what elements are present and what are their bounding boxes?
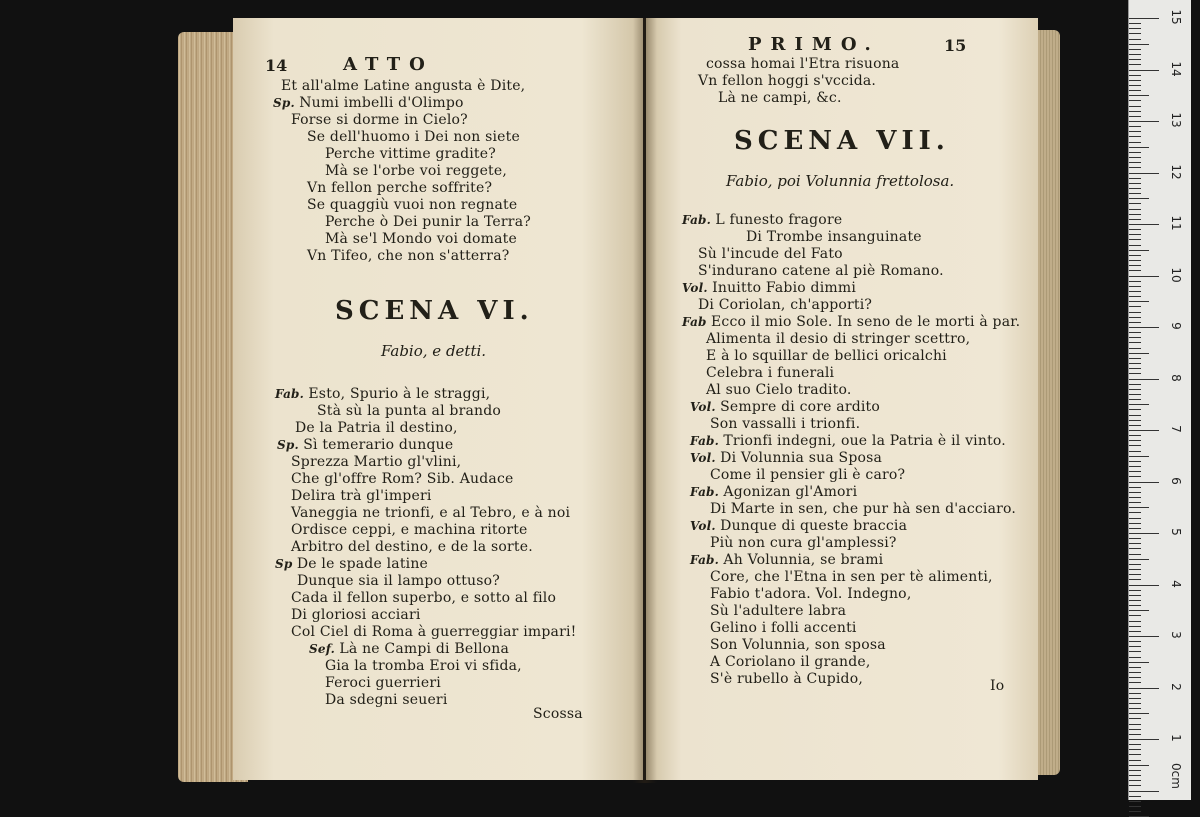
ruler-tick (1129, 523, 1141, 524)
ruler-tick (1129, 276, 1159, 277)
ruler-tick (1129, 116, 1141, 117)
ruler-number: 7 (1169, 425, 1183, 433)
speaker-label: Fab (682, 315, 712, 329)
verse-line: Dunque sia il lampo ottuso? (297, 573, 500, 589)
ruler-tick (1129, 487, 1141, 488)
ruler-tick (1129, 203, 1141, 204)
ruler-tick (1129, 533, 1159, 534)
verse-line: Là ne campi, &c. (718, 90, 842, 106)
verse-line: Di Coriolan, ch'apporti? (698, 297, 873, 313)
ruler-tick (1129, 693, 1141, 694)
book-gutter (633, 18, 657, 783)
verse-line: E à lo squillar de bellici oricalchi (706, 348, 947, 364)
ruler-tick (1129, 131, 1141, 132)
ruler-tick (1129, 420, 1141, 421)
verse-line: Più non cura gl'amplessi? (710, 535, 897, 551)
ruler-number: 12 (1169, 163, 1183, 180)
ruler-tick (1129, 461, 1141, 462)
ruler-tick (1129, 409, 1141, 410)
verse-line: A Coriolano il grande, (710, 654, 871, 670)
ruler-tick (1129, 136, 1141, 137)
ruler-tick (1129, 775, 1141, 776)
ruler-tick (1129, 492, 1141, 493)
ruler-tick (1129, 358, 1141, 359)
ruler-number: 8 (1169, 373, 1183, 382)
ruler-tick (1129, 739, 1159, 740)
ruler-tick (1129, 466, 1141, 467)
scene-title: SCENA VI. (335, 296, 534, 326)
verse-line: Core, che l'Etna in sen per tè alimenti, (710, 569, 993, 585)
ruler-tick (1129, 332, 1141, 333)
ruler-tick (1129, 605, 1141, 606)
ruler-tick (1129, 348, 1141, 349)
verse-line: Vn fellon perche soffrite? (307, 180, 493, 196)
ruler-tick (1129, 265, 1141, 266)
verse-line: Sprezza Martio gl'vlini, (291, 454, 462, 470)
verse-line: Son vassalli i trionfi. (710, 416, 861, 432)
ruler-tick (1129, 28, 1141, 29)
speaker-label: Fab. (690, 434, 724, 448)
ruler-number: 1 (1169, 734, 1183, 742)
verse-line: Vol. Sempre di core ardito (690, 399, 881, 415)
verse-line: Mà se l'orbe voi reggete, (325, 163, 508, 179)
ruler-tick (1129, 363, 1141, 364)
running-header: ATTO (343, 54, 434, 75)
page-edges-right (1036, 30, 1060, 775)
ruler-tick (1129, 554, 1141, 555)
ruler-tick (1129, 754, 1141, 755)
ruler-tick (1129, 193, 1141, 194)
verse-line: Vol. Dunque di queste braccia (690, 518, 908, 534)
ruler-number: 3 (1169, 631, 1183, 639)
ruler-number: 14 (1169, 60, 1183, 77)
ruler-tick (1129, 564, 1141, 565)
ruler-tick (1129, 646, 1141, 647)
open-book (178, 18, 1063, 783)
ruler-tick (1129, 173, 1159, 174)
verse-line: Perche vittime gradite? (325, 146, 496, 162)
ruler-tick (1129, 631, 1141, 632)
ruler-tick (1129, 342, 1141, 343)
ruler-tick (1129, 111, 1141, 112)
ruler-tick (1129, 90, 1141, 91)
ruler-tick (1129, 425, 1141, 426)
ruler-tick (1129, 373, 1141, 374)
ruler-tick (1129, 250, 1149, 251)
verse-line: Fab. L funesto fragore (682, 212, 843, 228)
ruler-tick (1129, 126, 1141, 127)
ruler-number: 9 (1169, 322, 1183, 330)
ruler-tick (1129, 610, 1149, 611)
ruler-tick (1129, 224, 1159, 225)
ruler-tick (1129, 791, 1159, 792)
ruler-tick (1129, 482, 1159, 483)
ruler-tick (1129, 708, 1141, 709)
ruler-tick (1129, 569, 1141, 570)
verse-line: Vol. Di Volunnia sua Sposa (690, 450, 883, 466)
verse-line: Mà se'l Mondo voi domate (325, 231, 517, 247)
ruler-tick (1129, 23, 1141, 24)
ruler-tick (1129, 234, 1141, 235)
verse-line: Vol. Inuitto Fabio dimmi (682, 280, 857, 296)
ruler-tick (1129, 713, 1149, 714)
ruler-tick (1129, 291, 1141, 292)
verse-line: Fab. Esto, Spurio à le straggi, (275, 386, 491, 402)
page-number: 15 (944, 36, 967, 55)
speaker-label: Sp. (273, 96, 300, 110)
ruler-tick (1129, 44, 1149, 45)
ruler-tick (1129, 626, 1141, 627)
speaker-label: Fab. (275, 387, 309, 401)
ruler-tick (1129, 662, 1149, 663)
verse-line: Che gl'offre Rom? Sib. Audace (291, 471, 514, 487)
ruler-tick (1129, 811, 1141, 812)
verse-line: Da sdegni seueri (325, 692, 448, 708)
ruler-tick (1129, 70, 1159, 71)
ruler-tick (1129, 317, 1141, 318)
verse-line: Delira trà gl'imperi (291, 488, 432, 504)
ruler-tick (1129, 384, 1141, 385)
verse-line: Feroci guerrieri (325, 675, 441, 691)
verse-line: Celebra i funerali (706, 365, 835, 381)
ruler-tick (1129, 80, 1141, 81)
ruler-tick (1129, 636, 1159, 637)
ruler-tick (1129, 147, 1149, 148)
verse-line: De la Patria il destino, (295, 420, 458, 436)
ruler-tick (1129, 106, 1141, 107)
ruler-number: 0cm (1169, 762, 1183, 789)
verse-line: Gia la tromba Eroi vi sfida, (325, 658, 522, 674)
ruler-number: 4 (1169, 579, 1183, 588)
ruler-tick (1129, 214, 1141, 215)
ruler-tick (1129, 744, 1141, 745)
verse-line: Se dell'huomo i Dei non siete (307, 129, 520, 145)
ruler-tick (1129, 198, 1149, 199)
speaker-label: Sp (275, 557, 297, 571)
ruler-tick (1129, 296, 1141, 297)
verse-line: Di Marte in sen, che pur hà sen d'acciaro. (710, 501, 1017, 517)
ruler-tick (1129, 337, 1141, 338)
ruler-tick (1129, 353, 1149, 354)
verse-line: Sp. Numi imbelli d'Olimpo (273, 95, 464, 111)
verse-line: S'è rubello à Cupido, (710, 671, 863, 687)
ruler-tick (1129, 245, 1141, 246)
ruler-tick (1129, 301, 1149, 302)
ruler-tick (1129, 54, 1141, 55)
scene-subtitle: Fabio, e detti. (381, 342, 487, 360)
verse-line: Fabio t'adora. Vol. Indegno, (710, 586, 912, 602)
verse-line: Perche ò Dei punir la Terra? (325, 214, 531, 230)
ruler-tick (1129, 507, 1149, 508)
ruler-tick (1129, 497, 1141, 498)
measuring-ruler (1128, 0, 1191, 800)
ruler-tick (1129, 100, 1141, 101)
ruler-tick (1129, 260, 1141, 261)
ruler-number: 6 (1169, 476, 1183, 485)
ruler-tick (1129, 312, 1141, 313)
verse-line: Vn Tifeo, che non s'atterra? (307, 248, 510, 264)
ruler-tick (1129, 559, 1149, 560)
verse-line: S'indurano catene al piè Romano. (698, 263, 944, 279)
ruler-tick (1129, 703, 1141, 704)
verse-line: Sp De le spade latine (275, 556, 429, 572)
verse-line: Gelino i folli accenti (710, 620, 857, 636)
ruler-tick (1129, 538, 1141, 539)
ruler-tick (1129, 121, 1159, 122)
ruler-tick (1129, 39, 1141, 40)
ruler-tick (1129, 286, 1141, 287)
ruler-number: 13 (1169, 112, 1183, 128)
ruler-tick (1129, 229, 1141, 230)
ruler-tick (1129, 471, 1141, 472)
ruler-tick (1129, 806, 1141, 807)
ruler-tick (1129, 322, 1141, 323)
ruler-tick (1129, 585, 1159, 586)
verse-line: Sù l'adultere labra (710, 603, 847, 619)
ruler-tick (1129, 64, 1141, 65)
speaker-label: Sp. (277, 438, 304, 452)
ruler-tick (1129, 615, 1141, 616)
ruler-tick (1129, 399, 1141, 400)
ruler-tick (1129, 724, 1141, 725)
verse-line: Di gloriosi acciari (291, 607, 421, 623)
verse-line: Fab. Trionfi indegni, oue la Patria è il vinto. (690, 433, 1006, 449)
verse-line: Fab. Ah Volunnia, se brami (690, 552, 884, 568)
ruler-tick (1129, 600, 1141, 601)
ruler-tick (1129, 394, 1141, 395)
ruler-tick (1129, 49, 1141, 50)
verse-line: Al suo Cielo tradito. (706, 382, 852, 398)
ruler-tick (1129, 327, 1159, 328)
verse-line: Vaneggia ne trionfi, e al Tebro, e à noi (291, 505, 571, 521)
ruler-tick (1129, 183, 1141, 184)
speaker-label: Vol. (690, 451, 721, 465)
ruler-tick (1129, 734, 1141, 735)
catchword: Io (990, 678, 1005, 694)
ruler-tick (1129, 765, 1149, 766)
ruler-tick (1129, 456, 1149, 457)
ruler-tick (1129, 770, 1141, 771)
ruler-tick (1129, 281, 1141, 282)
right-page (646, 18, 1038, 780)
ruler-tick (1129, 59, 1141, 60)
ruler-tick (1129, 595, 1141, 596)
verse-line: Come il pensier gli è caro? (710, 467, 906, 483)
verse-line: Se quaggiù vuoi non regnate (307, 197, 518, 213)
ruler-tick (1129, 75, 1141, 76)
ruler-number: 15 (1169, 9, 1183, 25)
ruler-tick (1129, 368, 1141, 369)
ruler-tick (1129, 667, 1141, 668)
ruler-tick (1129, 621, 1141, 622)
speaker-label: Vol. (690, 519, 721, 533)
verse-line: Col Ciel di Roma à guerreggiar impari! (291, 624, 577, 640)
verse-line: Forse si dorme in Cielo? (291, 112, 468, 128)
ruler-tick (1129, 760, 1141, 761)
verse-line: Cada il fellon superbo, e sotto al filo (291, 590, 557, 606)
speaker-label: Fab. (690, 553, 724, 567)
scene-title: SCENA VII. (734, 126, 950, 156)
ruler-tick (1129, 548, 1141, 549)
ruler-tick (1129, 162, 1141, 163)
ruler-tick (1129, 270, 1141, 271)
ruler-tick (1129, 389, 1141, 390)
ruler-number: 10 (1169, 266, 1183, 283)
speaker-label: Sef. (309, 642, 340, 656)
ruler-tick (1129, 157, 1141, 158)
verse-line: Ordisce ceppi, e machina ritorte (291, 522, 528, 538)
ruler-tick (1129, 796, 1141, 797)
ruler-tick (1129, 306, 1141, 307)
verse-line: Vn fellon hoggi s'vccida. (698, 73, 877, 89)
ruler-tick (1129, 404, 1149, 405)
ruler-tick (1129, 641, 1141, 642)
ruler-tick (1129, 677, 1141, 678)
catchword: Scossa (533, 706, 583, 722)
speaker-label: Vol. (690, 400, 721, 414)
ruler-tick (1129, 188, 1141, 189)
verse-line: Son Volunnia, son sposa (710, 637, 886, 653)
ruler-tick (1129, 502, 1141, 503)
ruler-tick (1129, 209, 1141, 210)
verse-line: Sef. Là ne Campi di Bellona (309, 641, 510, 657)
ruler-tick (1129, 95, 1149, 96)
ruler-tick (1129, 18, 1159, 19)
ruler-tick (1129, 415, 1141, 416)
ruler-tick (1129, 688, 1159, 689)
ruler-number: 11 (1169, 215, 1183, 231)
ruler-tick (1129, 590, 1141, 591)
verse-line: Sù l'incude del Fato (698, 246, 843, 262)
speaker-label: Vol. (682, 281, 713, 295)
ruler-tick (1129, 512, 1141, 513)
ruler-tick (1129, 518, 1141, 519)
ruler-tick (1129, 435, 1141, 436)
ruler-tick (1129, 528, 1141, 529)
ruler-tick (1129, 698, 1141, 699)
ruler-tick (1129, 672, 1141, 673)
speaker-label: Fab. (682, 213, 716, 227)
running-header: PRIMO. (748, 34, 880, 55)
verse-line: Fab Ecco il mio Sole. In seno de le morti à par. (682, 314, 1021, 330)
ruler-tick (1129, 785, 1141, 786)
left-page (233, 18, 643, 780)
ruler-tick (1129, 440, 1141, 441)
verse-line: Sp. Sì temerario dunque (277, 437, 454, 453)
ruler-tick (1129, 682, 1141, 683)
ruler-tick (1129, 651, 1141, 652)
ruler-tick (1129, 33, 1141, 34)
ruler-tick (1129, 379, 1159, 380)
ruler-tick (1129, 780, 1141, 781)
verse-line: Arbitro del destino, e de la sorte. (291, 539, 533, 555)
ruler-tick (1129, 718, 1141, 719)
ruler-tick (1129, 85, 1141, 86)
verse-line: Fab. Agonizan gl'Amori (690, 484, 858, 500)
ruler-number: 2 (1169, 682, 1183, 691)
ruler-tick (1129, 451, 1141, 452)
ruler-tick (1129, 430, 1159, 431)
speaker-label: Fab. (690, 485, 724, 499)
verse-line: Alimenta il desio di stringer scettro, (706, 331, 971, 347)
ruler-tick (1129, 543, 1141, 544)
ruler-tick (1129, 239, 1141, 240)
verse-line: Stà sù la punta al brando (317, 403, 502, 419)
ruler-tick (1129, 657, 1141, 658)
ruler-tick (1129, 574, 1141, 575)
page-number: 14 (265, 56, 288, 75)
ruler-tick (1129, 178, 1141, 179)
ruler-tick (1129, 152, 1141, 153)
verse-line: Et all'alme Latine angusta è Dite, (281, 78, 526, 94)
ruler-tick (1129, 142, 1141, 143)
ruler-tick (1129, 801, 1141, 802)
ruler-tick (1129, 445, 1141, 446)
ruler-tick (1129, 255, 1141, 256)
ruler-tick (1129, 219, 1141, 220)
verse-line: Di Trombe insanguinate (746, 229, 922, 245)
ruler-tick (1129, 476, 1141, 477)
scene-subtitle: Fabio, poi Volunnia frettolosa. (726, 172, 955, 190)
ruler-tick (1129, 729, 1141, 730)
ruler-tick (1129, 579, 1141, 580)
ruler-tick (1129, 167, 1141, 168)
verse-line: cossa homai l'Etra risuona (706, 56, 900, 72)
ruler-tick (1129, 749, 1141, 750)
ruler-number: 5 (1169, 528, 1183, 536)
